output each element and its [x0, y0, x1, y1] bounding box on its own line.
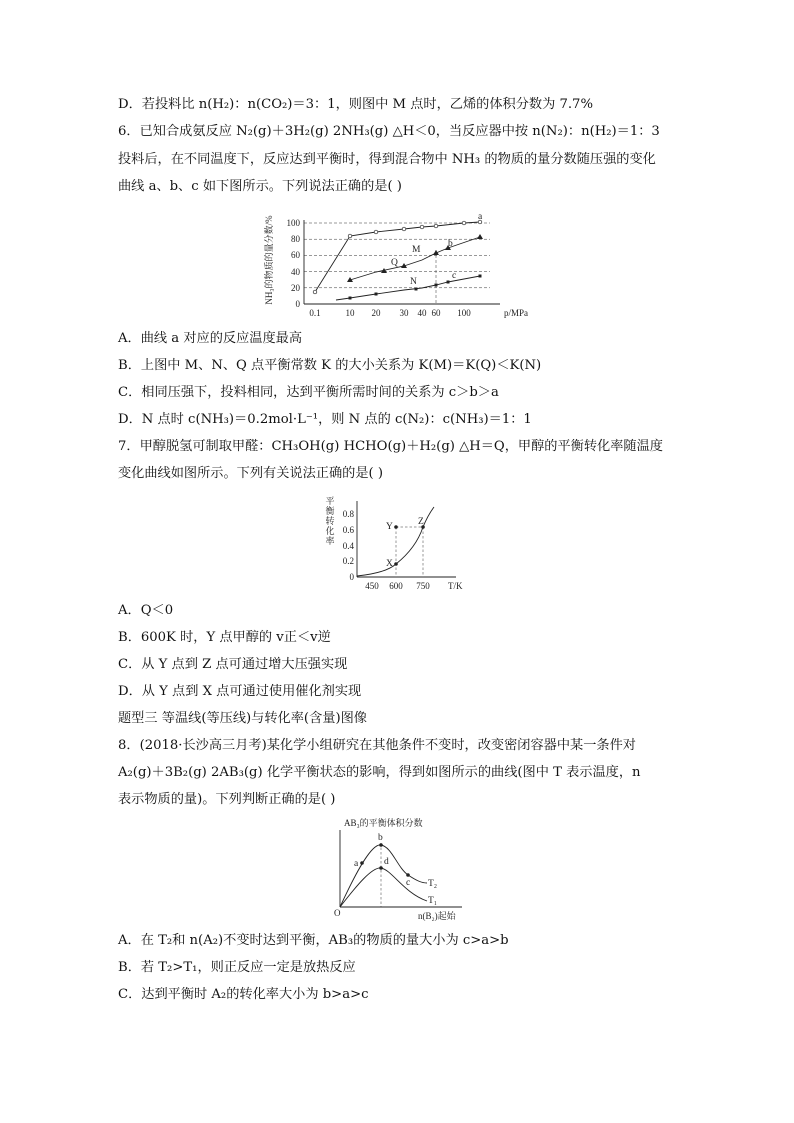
question-6-option-d: D．N 点时 c(NH₃)＝0.2mol·L⁻¹，则 N 点的 c(N₂)：c(NH₃)＝1：1: [118, 412, 532, 427]
fig2-ytick: 0: [349, 572, 354, 582]
fig3-ylabel: AB₃的平衡体积分数: [344, 818, 423, 828]
fig3-point-a: [360, 861, 364, 865]
fig3-curve-t2: [340, 845, 427, 907]
fig3-label-c: c: [406, 878, 411, 888]
fig2-point-x: [394, 562, 398, 566]
fig3-label-a: a: [354, 859, 359, 869]
question-8-option-a: A．在 T₂和 n(A₂)不变时达到平衡，AB₃的物质的量大小为 c>a>b: [118, 933, 509, 948]
question-8-stem-line-3: 表示物质的量)。下列判断正确的是( ): [118, 792, 336, 807]
fig3-point-b: [379, 843, 383, 847]
fig2-ylabel: [325, 496, 334, 546]
fig1-ylabel: NH₃的物质的量分数/%: [264, 215, 274, 305]
fig2-label-y: Y: [386, 522, 393, 532]
fig1-y-ticks: [287, 218, 301, 309]
question-7-option-b: B．600K 时，Y 点甲醇的 v正＜v逆: [118, 630, 331, 645]
question-7-option-d: D．从 Y 点到 X 点可通过使用催化剂实现: [118, 684, 362, 699]
fig1-label-b: b: [448, 239, 453, 249]
fig2-label-x: X: [386, 559, 393, 569]
question-5-option-d: D．若投料比 n(H₂)：n(CO₂)＝3：1，则图中 M 点时，乙烯的体积分数为 7.7%: [118, 97, 593, 112]
fig2-x-ticks: [365, 581, 430, 591]
fig1-xtick: 0.1: [309, 308, 321, 318]
fig3-label-t2: T₂: [428, 879, 438, 889]
fig3-origin: O: [334, 908, 341, 918]
fig1-curve-b: [350, 237, 480, 280]
fig1-xtick: 30: [399, 308, 409, 318]
fig3-point-d: [379, 866, 383, 870]
svg-text:平: 平: [325, 496, 335, 506]
figure-2-svg: [316, 493, 476, 595]
fig3-point-c: [406, 873, 410, 877]
question-6-option-b: B．上图中 M、N、Q 点平衡常数 K 的大小关系为 K(M)＝K(Q)＜K(N): [118, 358, 542, 373]
fig2-ytick: 0.8: [342, 509, 354, 519]
fig3-curve-t1: [340, 868, 427, 907]
svg-text:衡: 衡: [325, 506, 335, 516]
fig1-xtick: 10: [345, 308, 355, 318]
fig1-xlabel: p/MPa: [504, 308, 528, 318]
fig2-xtick: 750: [416, 581, 430, 591]
fig1-xtick: 100: [457, 308, 471, 318]
fig2-xtick: 450: [365, 581, 379, 591]
fig1-ytick: 20: [291, 283, 300, 293]
fig1-label-m: M: [412, 245, 421, 255]
figure-1-nh3-pressure-chart: [258, 210, 528, 326]
figure-2-conversion-temperature-chart: [316, 493, 476, 599]
question-6-stem-line-3: 曲线 a、b、c 如下图所示。下列说法正确的是( ): [118, 179, 402, 194]
fig1-curve-a: [315, 222, 480, 292]
question-8-option-c: C．达到平衡时 A₂的转化率大小为 b>a>c: [118, 987, 369, 1002]
fig2-ytick: 0.2: [342, 556, 354, 566]
question-8-stem-line-2: A₂(g)＋3B₂(g) 2AB₃(g) 化学平衡状态的影响，得到如图所示的曲线(图中 T 表示温度，n: [118, 765, 641, 780]
fig1-xtick: 20: [371, 308, 381, 318]
fig3-xlabel: n(B₂)起始: [418, 911, 456, 921]
fig2-y-ticks: [343, 509, 355, 582]
fig3-label-t1: T₁: [428, 896, 438, 906]
question-8-option-b: B．若 T₂>T₁，则正反应一定是放热反应: [118, 960, 356, 975]
fig1-label-c: c: [452, 271, 457, 281]
fig1-ytick: 100: [286, 218, 300, 228]
fig2-label-z: Z: [418, 517, 424, 527]
fig2-xlabel: T/K: [448, 581, 463, 591]
svg-text:转: 转: [325, 516, 335, 526]
fig2-ytick: 0.4: [342, 541, 354, 551]
fig1-ytick: 80: [291, 234, 300, 244]
figure-1-svg: [258, 210, 528, 322]
fig1-label-q: Q: [391, 258, 398, 268]
question-7-option-a: A．Q＜0: [118, 603, 174, 618]
fig1-x-ticks: [309, 308, 471, 318]
fig2-ytick: 0.6: [342, 525, 354, 535]
question-6-option-a: A．曲线 a 对应的反应温度最高: [118, 331, 303, 346]
fig1-ytick: 60: [291, 250, 300, 260]
fig3-label-d: d: [384, 857, 389, 867]
fig3-label-b: b: [378, 833, 383, 843]
question-6-stem-line-2: 投料后，在不同温度下，反应达到平衡时，得到混合物中 NH₃ 的物质的量分数随压强的变化: [118, 152, 656, 167]
question-7-stem-line-1: 7．甲醇脱氢可制取甲醛：CH₃OH(g) HCHO(g)＋H₂(g) △H＝Q，甲醇的平衡转化率随温度: [118, 439, 663, 454]
fig1-xtick: 60: [431, 308, 441, 318]
fig1-curve-c: [336, 276, 480, 300]
svg-text:率: 率: [325, 536, 335, 546]
svg-text:化: 化: [325, 526, 335, 536]
fig2-guides: [396, 527, 423, 577]
figure-3-svg: [322, 815, 472, 923]
fig2-point-y: [394, 525, 398, 529]
figure-3-ab3-volume-fraction-chart: [322, 815, 472, 927]
question-6-stem-line-1: 6．已知合成氨反应 N₂(g)＋3H₂(g) 2NH₃(g) △H＜0，当反应器中按 n(N₂)：n(H₂)＝1：3: [118, 124, 660, 139]
fig1-ytick: 0: [295, 299, 300, 309]
section-title-type-3: 题型三 等温线(等压线)与转化率(含量)图像: [118, 711, 367, 726]
fig1-curve-a-markers: [313, 220, 482, 294]
question-6-option-c: C．相同压强下，投料相同，达到平衡所需时间的关系为 c＞b＞a: [118, 385, 499, 400]
fig2-xtick: 600: [389, 581, 403, 591]
fig1-label-a: a: [478, 212, 483, 222]
fig1-label-n: N: [410, 277, 417, 287]
fig1-ytick: 40: [291, 267, 300, 277]
question-8-stem-line-1: 8．(2018·长沙高三月考)某化学小组研究在其他条件不变时，改变密闭容器中某一条件对: [118, 738, 636, 753]
question-7-stem-line-2: 变化曲线如图所示。下列有关说法正确的是( ): [118, 466, 384, 481]
question-7-option-c: C．从 Y 点到 Z 点可通过增大压强实现: [118, 657, 348, 672]
fig1-xtick: 40: [417, 308, 427, 318]
